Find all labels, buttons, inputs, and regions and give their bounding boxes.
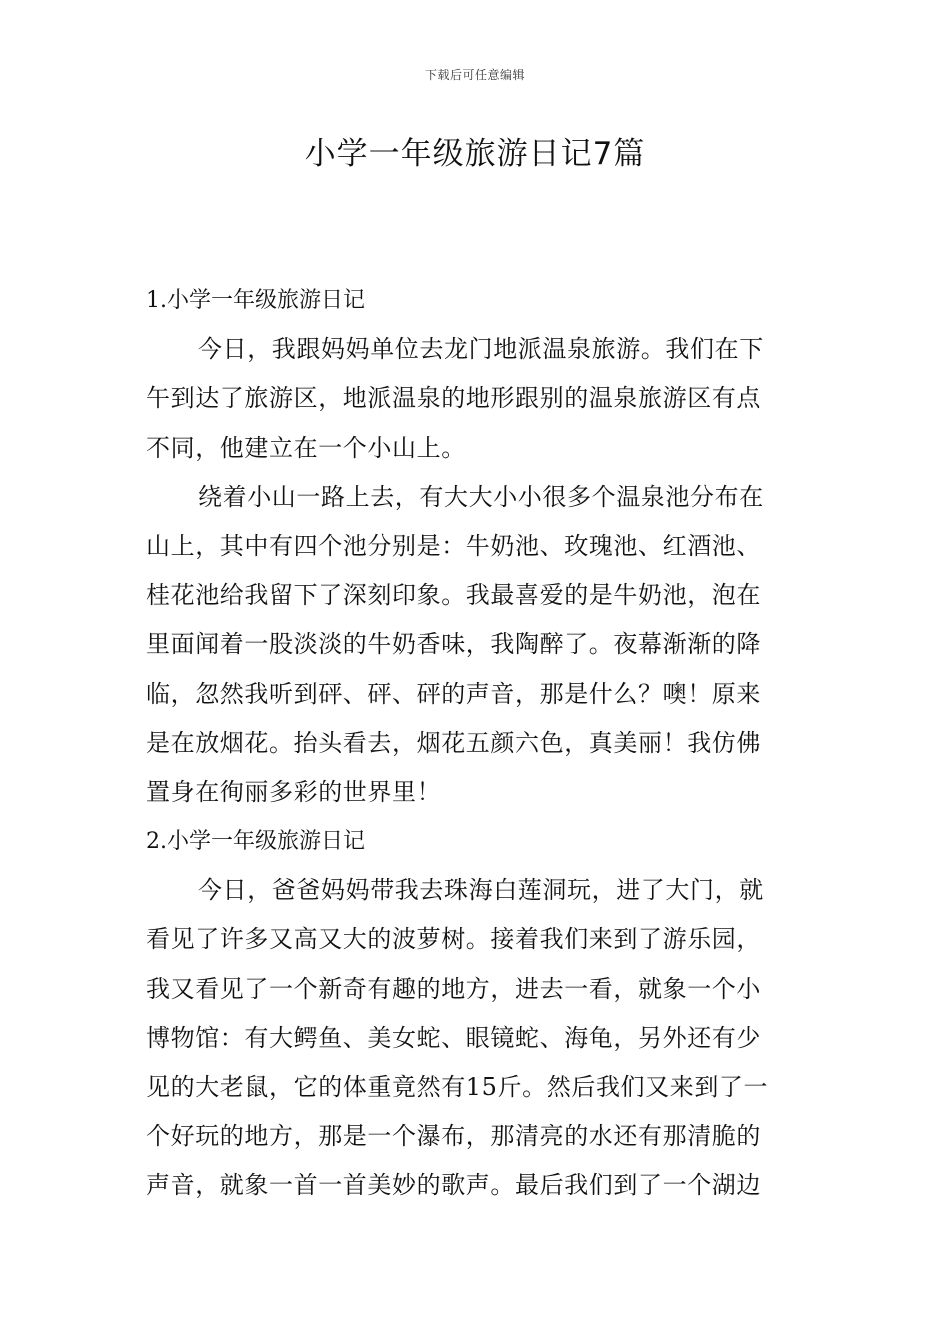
paragraph-line: 置身在徇丽多彩的世界里！ <box>146 777 442 806</box>
document-title: 小学一年级旅游日记7篇 <box>304 136 646 172</box>
section-heading-1: 1.小学一年级旅游日记 <box>146 288 365 313</box>
paragraph-line: 绕着小山一路上去，有大大小小很多个温泉池分布在 <box>198 482 764 511</box>
paragraph-line: 个好玩的地方，那是一个瀑布，那清亮的水还有那清脆的 <box>146 1122 761 1151</box>
paragraph-line: 今日，我跟妈妈单位去龙门地派温泉旅游。我们在下 <box>198 335 764 364</box>
paragraph-line: 不同，他建立在一个小山上。 <box>146 433 466 462</box>
paragraph-line: 今日，爸爸妈妈带我去珠海白莲洞玩，进了大门，就 <box>198 876 764 905</box>
section-heading-2: 2.小学一年级旅游日记 <box>146 829 365 855</box>
document-body <box>146 276 806 1211</box>
paragraph-line: 是在放烟花。抬头看去，烟花五颜六色，真美丽！我仿佛 <box>146 728 761 757</box>
paragraph-line: 里面闻着一股淡淡的牛奶香味，我陶醉了。夜幕渐渐的降 <box>146 630 761 659</box>
paragraph-line: 见的大老鼠，它的体重竟然有15斤。然后我们又来到了一 <box>146 1073 769 1101</box>
header-note: 下载后可任意编辑 <box>424 68 525 82</box>
paragraph-line: 我又看见了一个新奇有趣的地方，进去一看，就象一个小 <box>146 974 761 1003</box>
paragraph-line: 山上，其中有四个池分别是：牛奶池、玫瑰池、红酒池、 <box>146 531 761 560</box>
paragraph-line: 午到达了旅游区，地派温泉的地形跟别的温泉旅游区有点 <box>146 384 761 413</box>
paragraph-line: 博物馆：有大鳄鱼、美女蛇、眼镜蛇、海龟，另外还有少 <box>146 1023 761 1052</box>
paragraph-line: 声音，就象一首一首美妙的歌声。最后我们到了一个湖边 <box>146 1171 761 1200</box>
paragraph-line: 看见了许多又高又大的波萝树。接着我们来到了游乐园， <box>146 925 761 954</box>
paragraph-line: 临，忽然我听到砰、砰、砰的声音，那是什么？噢！原来 <box>146 679 761 708</box>
paragraph-line: 桂花池给我留下了深刻印象。我最喜爱的是牛奶池，泡在 <box>146 581 761 610</box>
